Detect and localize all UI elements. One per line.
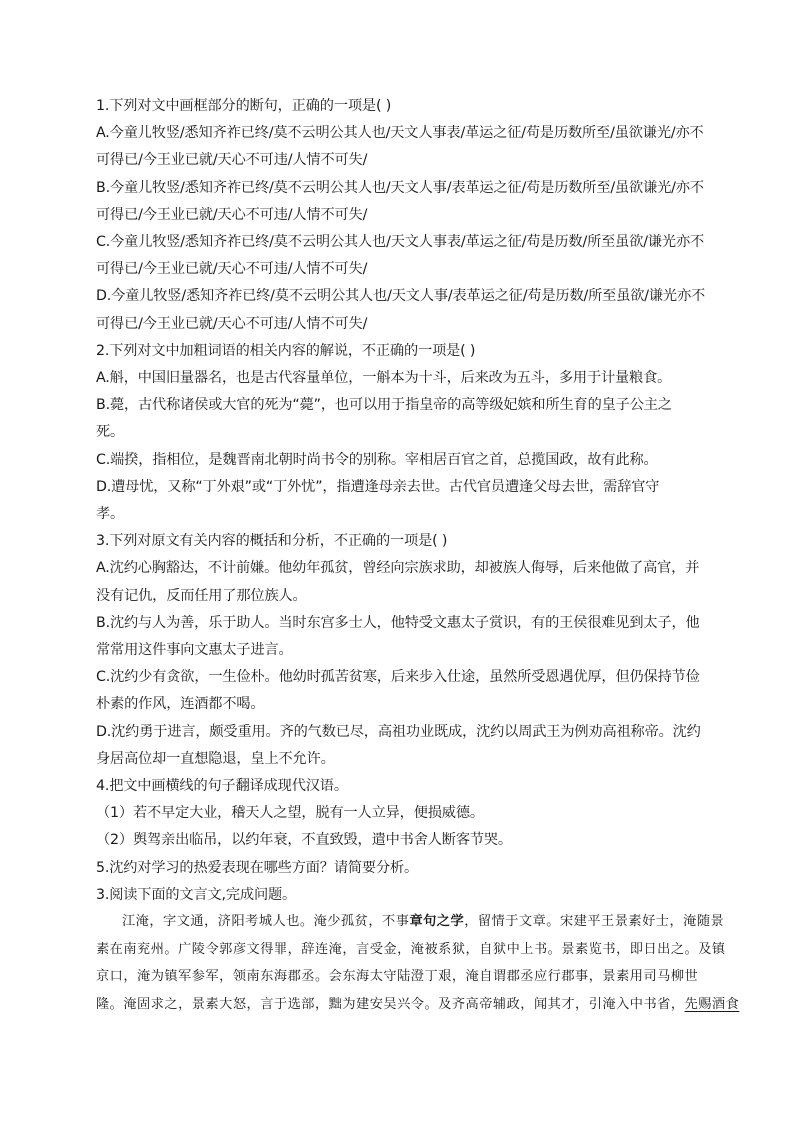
q3-option-d-line-2: 身居高位却一直想隐退，皇上不允许。 (96, 750, 335, 767)
q1-option-a-line-1: A.今童儿牧竖/悉知齐祚已终/莫不云明公其人也/天文人事表/革运之征/苟是历数所至/虽欲谦光/亦不 (96, 125, 704, 142)
q4-item-2: （2）舆驾亲出临吊，以约年衰，不直致毁，遣中书舍人断客节哭。 (96, 832, 512, 849)
q1-option-d-line-1: D.今童儿牧竖/悉知齐祚已终/莫不云明公其人也/天文人事/表革运之征/苟是历数/所至虽欲/谦光亦不 (96, 288, 706, 305)
q1-option-b-line-2: 可得已/今王业已就/天心不可违/人情不可失/ (96, 206, 368, 223)
passage-line-3: 京口，淹为镇军参军，领南东海郡丞。会东海太守陆澄丁艰，淹自谓郡丞应行郡事，景素用司马柳世 (96, 969, 699, 985)
q2-option-d-line-1: D.遭母忧，又称“丁外艰”或“丁外忧”，指遭逢母亲去世。古代官员遭逢父母去世，需辞官守 (96, 478, 660, 495)
q1-option-b-line-1: B.今童儿牧竖/悉知齐祚已终/莫不云明公其人也/天文人事/表革运之征/苟是历数所至/虽欲谦光/亦不 (96, 179, 704, 196)
question-4-title: 4.把文中画横线的句子翻译成现代汉语。 (96, 778, 348, 795)
underlined-phrase: 先赐酒食 (684, 997, 740, 1013)
passage-line-2: 素在南兖州。广陵令郭彦文得罪，辞连淹，言受金，淹被系狱，自狱中上书。景素览书，即日出之。及镇 (96, 941, 726, 957)
question-2-title: 2.下列对文中加粗词语的相关内容的解说，不正确的一项是( ) (96, 342, 476, 359)
q3-option-a-line-1: A.沈约心胸豁达，不计前嫌。他幼年孤贫，曾经向宗族求助，却被族人侮辱，后来他做了高官，并 (96, 560, 700, 577)
reading-section-title: 3.阅读下面的文言文,完成问题。 (96, 886, 297, 903)
bold-term: 章句之学 (409, 914, 465, 929)
q3-option-c-line-2: 朴素的作风，连酒都不喝。 (96, 696, 265, 713)
q1-option-c-line-1: C.今童儿牧竖/悉知齐祚已终/莫不云明公其人也/天文人事表/革运之征/苟是历数/所至虽欲/谦光亦不 (96, 234, 705, 251)
classical-passage (96, 908, 740, 1019)
passage-line-4 (96, 991, 740, 1019)
q1-option-d-line-2: 可得已/今王业已就/天心不可违/人情不可失/ (96, 315, 368, 332)
q1-option-a-line-2: 可得已/今王业已就/天心不可违/人情不可失/ (96, 152, 368, 169)
q2-option-a: A.斛，中国旧量器名，也是古代容量单位，一斛本为十斗，后来改为五斗，多用于计量粮食。 (96, 370, 672, 387)
q2-option-d-line-2: 孝。 (96, 506, 125, 523)
question-section (96, 93, 706, 909)
q3-option-d-line-1: D.沈约勇于进言，颇受重用。齐的气数已尽，高祖功业既成，沈约以周武王为例劝高祖称帝。沈约 (96, 723, 701, 740)
q2-option-b-line-2: 死。 (96, 424, 125, 441)
q3-option-b-line-1: B.沈约与人为善，乐于助人。当时东宫多士人，他特受文惠太子赏识，有的王侯很难见到太子，他 (96, 614, 700, 631)
q4-item-1: （1）若不早定大业，稽天人之望，脱有一人立异，便损威德。 (96, 805, 484, 822)
passage-line-1 (96, 908, 725, 936)
passage-text: ，留情于文章。宋建平王景素好士，淹随景 (464, 914, 725, 929)
q2-option-b-line-1: B.薨，古代称诸侯或大官的死为“薨”，也可以用于指皇帝的高等级妃嫔和所生育的皇子公主之 (96, 397, 672, 414)
q3-option-c-line-1: C.沈约少有贪欲，一生俭朴。他幼时孤苦贫寒，后来步入仕途，虽然所受恩遇优厚，但仍保持节俭 (96, 669, 700, 686)
question-3-title: 3.下列对原文有关内容的概括和分析，不正确的一项是( ) (96, 533, 448, 550)
q1-option-c-line-2: 可得已/今王业已就/天心不可违/人情不可失/ (96, 261, 368, 278)
question-1-title: 1.下列对文中画框部分的断句，正确的一项是( ) (96, 98, 392, 114)
q3-option-b-line-2: 常常用这件事向文惠太子进言。 (96, 642, 293, 659)
question-5-title: 5.沈约对学习的热爱表现在哪些方面？请简要分析。 (96, 859, 419, 876)
q2-option-c: C.端揆，指相位，是魏晋南北朝时尚书令的别称。宰相居百官之首，总揽国政，故有此称。 (96, 451, 658, 468)
passage-text: 江淹，字文通，济阳考城人也。淹少孤贫，不事 (122, 914, 410, 929)
q3-option-a-line-2: 没有记仇，反而任用了那位族人。 (96, 587, 307, 604)
passage-text: 隆。淹固求之，景素大怒，言于选部，黜为建安吴兴令。及齐高帝辅政，闻其才，引淹入中书省， (96, 997, 685, 1013)
